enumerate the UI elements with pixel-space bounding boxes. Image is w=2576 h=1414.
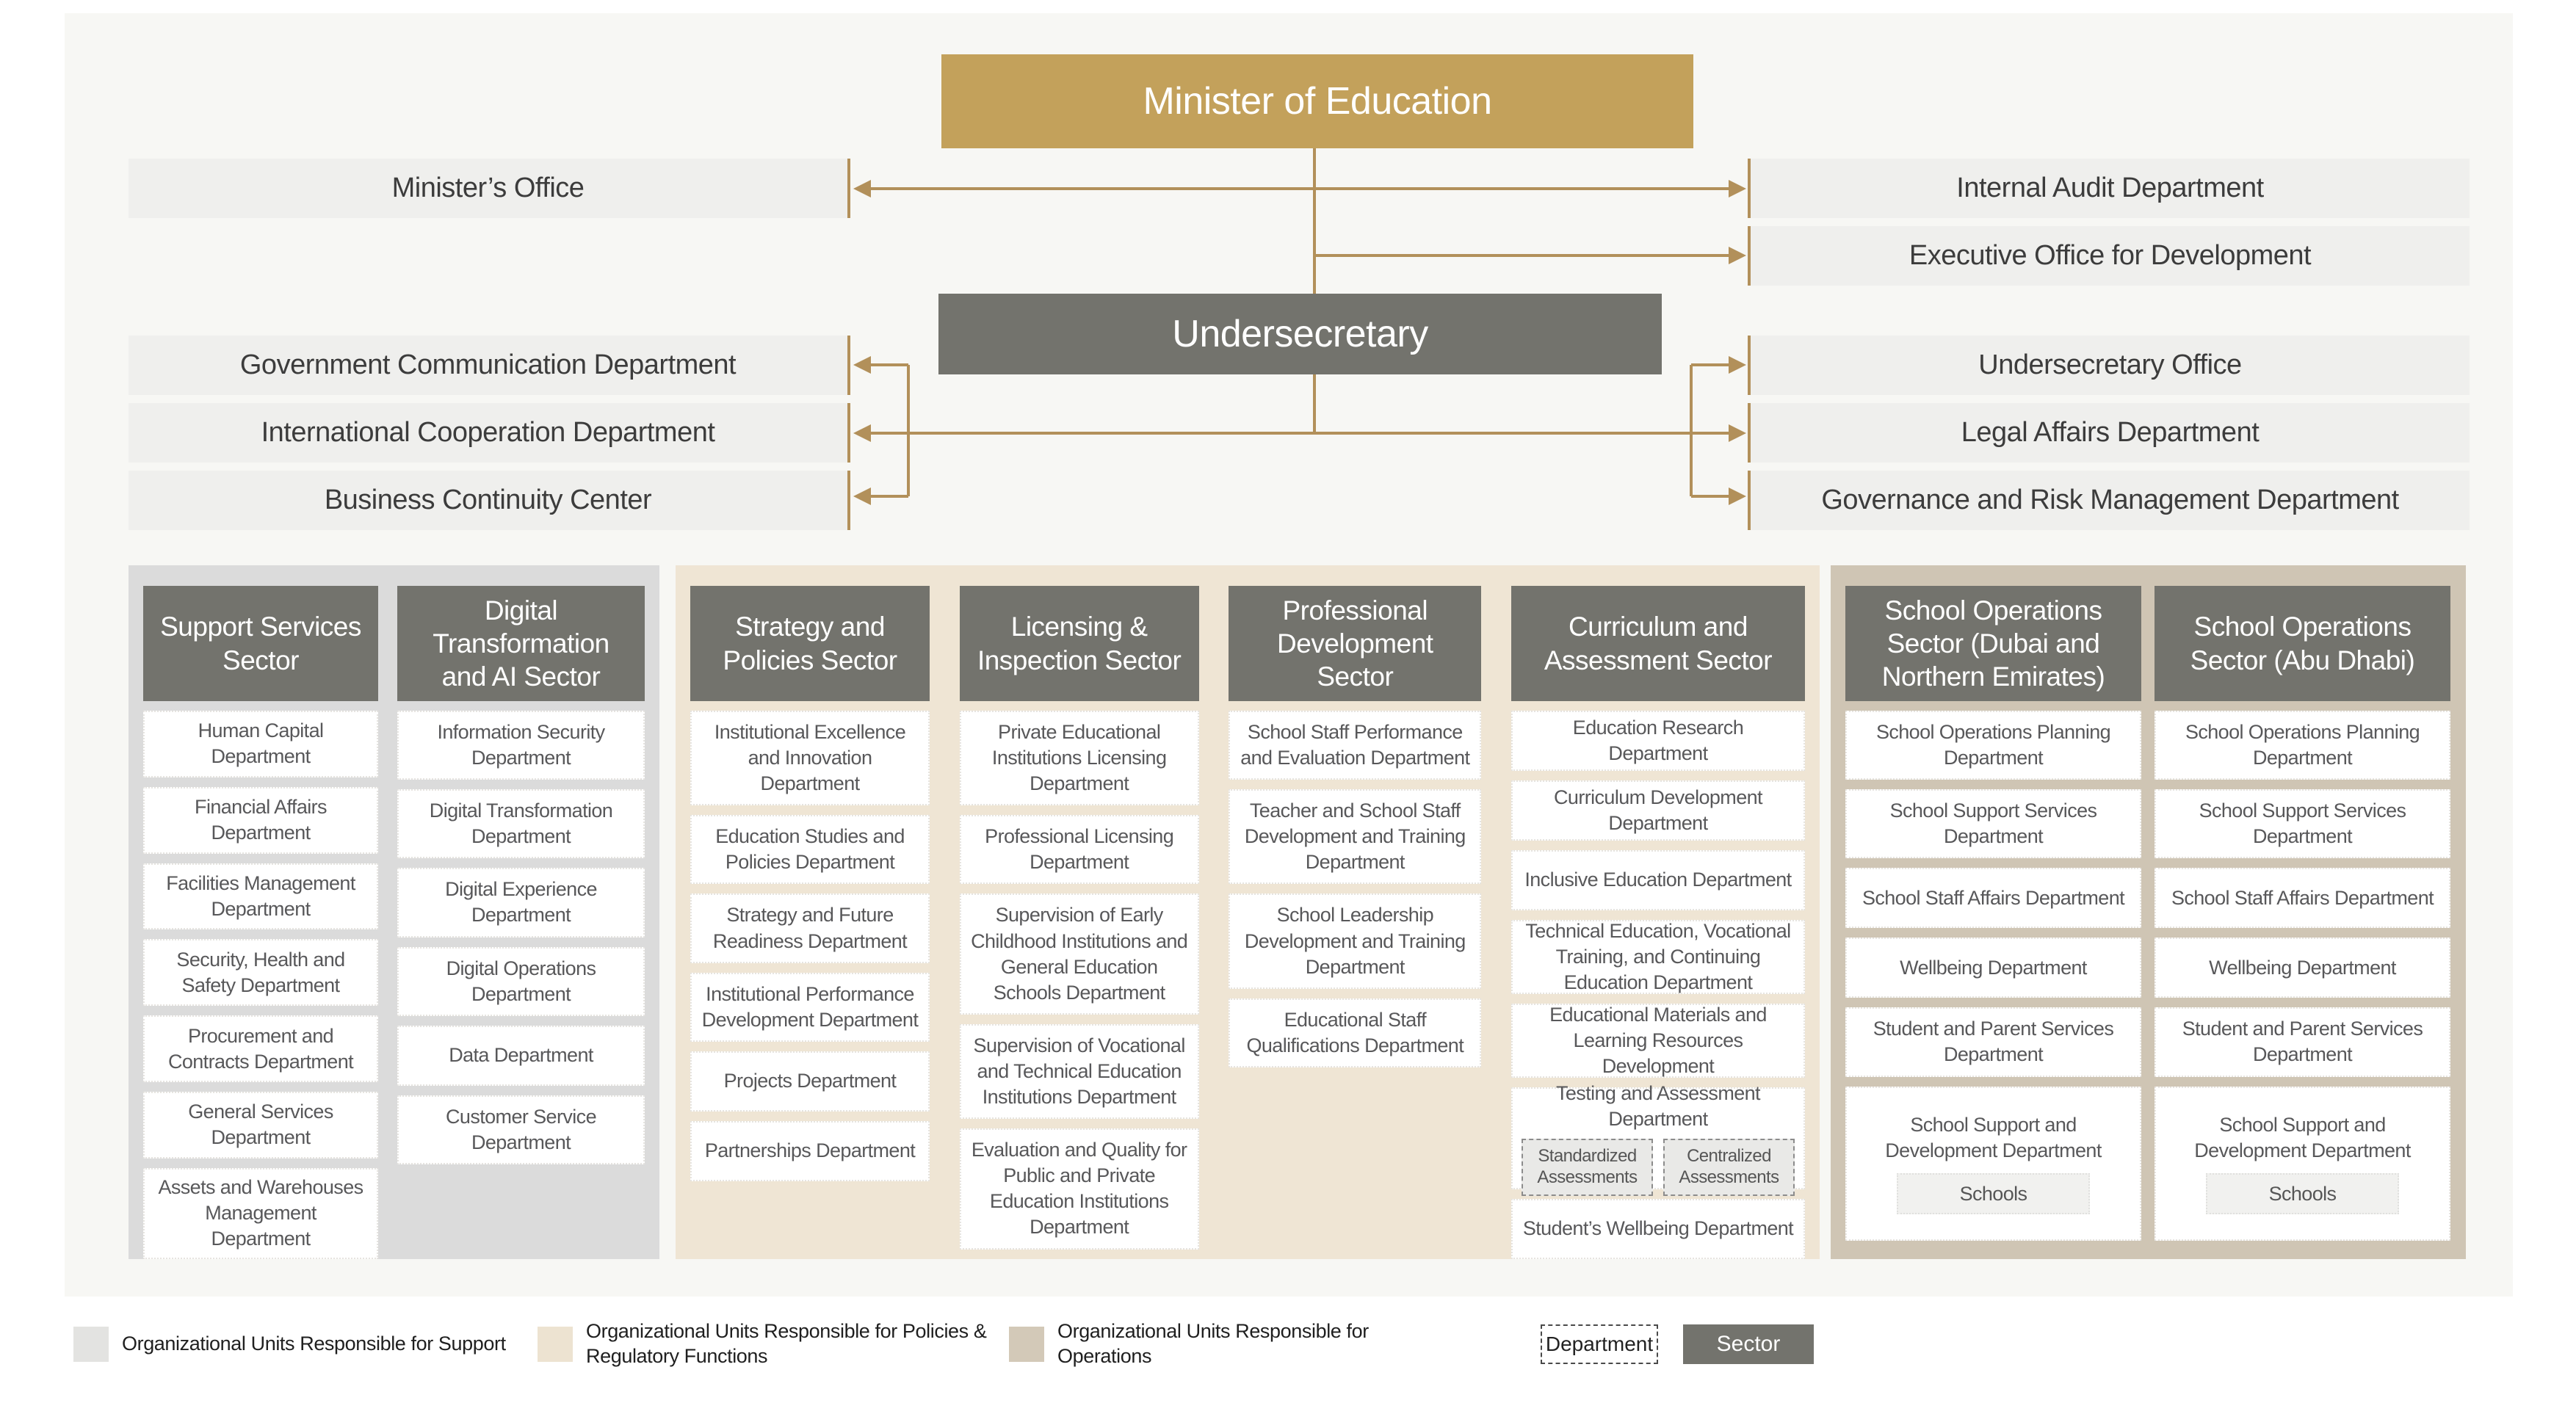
legend-swatch-policies (538, 1327, 573, 1362)
department-label: Supervision of Early Childhood Institutions and General Education Schools Department (971, 904, 1188, 1004)
department-box (690, 815, 930, 884)
department-box (397, 1026, 645, 1086)
department-box (1845, 789, 2141, 858)
legend-label-policies: Organizational Units Responsible for Policies & Regulatory Functions (586, 1320, 987, 1367)
department-box (1511, 1199, 1805, 1259)
sector-header: Curriculum and Assessment Sector (1511, 586, 1805, 701)
department-box (690, 1051, 930, 1112)
department-box (1511, 780, 1805, 841)
department-box (1229, 998, 1481, 1067)
box-label: Internal Audit Department (1956, 173, 2264, 203)
department-box (2154, 711, 2450, 780)
department-label: Educational Materials and Learning Resources Development (1549, 1004, 1767, 1078)
department-box (397, 947, 645, 1016)
department-box (397, 789, 645, 858)
department-label: Teacher and School Staff Development and Training Department (1244, 800, 1466, 874)
box-label: Undersecretary Office (1978, 349, 2242, 380)
minister-label: Minister of Education (1143, 80, 1492, 123)
department-box (1229, 711, 1481, 780)
minister-box (941, 54, 1693, 148)
box-label: Governance and Risk Management Department (1821, 485, 2399, 515)
department-label: Institutional Excellence and Innovation Department (714, 721, 906, 795)
sub-unit-box: Schools (2206, 1173, 2399, 1214)
department-label: Wellbeing Department (2209, 956, 2396, 979)
department-label: Evaluation and Quality for Public and Private Education Institutions Department (971, 1139, 1187, 1239)
sector-column (1511, 586, 1805, 1259)
sector-column (1845, 586, 2141, 1259)
department-box (2154, 938, 2450, 998)
sub-unit-box: Centralized Assessments (1663, 1139, 1795, 1196)
department-box (1845, 1087, 2141, 1241)
department-box (143, 711, 378, 777)
department-box (1845, 868, 2141, 928)
department-label: Projects Department (723, 1070, 897, 1092)
department-box (143, 863, 378, 930)
department-box (1511, 1004, 1805, 1078)
department-label: Private Educational Institutions Licensing Department (991, 721, 1167, 795)
sector-column (690, 586, 930, 1259)
department-box (1845, 711, 2141, 780)
sub-unit-row (1522, 1139, 1795, 1196)
box-label: International Cooperation Department (261, 417, 715, 448)
department-box (1511, 920, 1805, 994)
department-label: Facilities Management Department (166, 871, 355, 920)
department-label: School Staff Affairs Department (2171, 886, 2434, 909)
department-box (2154, 1007, 2450, 1076)
governance-risk-box (1748, 471, 2470, 530)
department-box (960, 1128, 1199, 1249)
department-box (1845, 1007, 2141, 1076)
department-label: School Leadership Development and Training Department (1244, 904, 1466, 978)
government-communication-box (129, 336, 850, 395)
department-label: Educational Staff Qualifications Department (1246, 1008, 1464, 1056)
internal-audit-box (1748, 159, 2470, 218)
department-label: General Services Department (188, 1101, 333, 1149)
legend-label-operations: Organizational Units Responsible for Operations (1057, 1320, 1369, 1367)
department-label: Institutional Performance Development Department (701, 982, 919, 1031)
department-label: Strategy and Future Readiness Department (712, 904, 908, 952)
department-box (2154, 1087, 2450, 1241)
department-label: Testing and Assessment Department (1555, 1082, 1760, 1131)
ministers-office-box (129, 159, 850, 218)
department-label: Digital Operations Department (446, 957, 596, 1005)
box-label: Executive Office for Development (1909, 240, 2312, 271)
sub-unit-box: Standardized Assessments (1522, 1139, 1653, 1196)
department-box (690, 973, 930, 1042)
undersecretary-office-box (1748, 336, 2470, 395)
department-label: Procurement and Contracts Department (167, 1024, 354, 1073)
zone-support-units (129, 565, 659, 1259)
department-label: Financial Affairs Department (195, 796, 327, 844)
sector-header: Licensing & Inspection Sector (960, 586, 1199, 701)
legend-sector-box: Sector (1683, 1324, 1814, 1364)
department-box (1229, 789, 1481, 884)
department-box (690, 711, 930, 805)
sector-column (143, 586, 378, 1259)
department-label: Assets and Warehouses Management Department (158, 1176, 363, 1250)
department-box (960, 815, 1199, 884)
department-box (2154, 868, 2450, 928)
department-label: Partnerships Department (704, 1139, 916, 1162)
legal-affairs-box (1748, 403, 2470, 463)
sub-unit-row (2165, 1173, 2440, 1214)
department-label: Information Security Department (437, 721, 605, 769)
zone-policies-units (676, 565, 1820, 1259)
department-label: School Support and Development Department (1885, 1113, 2102, 1161)
sector-column (2154, 586, 2450, 1259)
department-box (1229, 893, 1481, 988)
legend-swatch-support (73, 1327, 109, 1362)
sector-column (1229, 586, 1481, 1259)
business-continuity-box (129, 471, 850, 530)
department-label: Curriculum Development Department (1554, 786, 1762, 834)
department-label: Customer Service Department (446, 1105, 596, 1153)
international-cooperation-box (129, 403, 850, 463)
sub-unit-row (1856, 1173, 2131, 1214)
department-label: Technical Education, Vocational Training, and Continuing Education Department (1525, 919, 1791, 994)
department-box (690, 1121, 930, 1181)
department-box (143, 1168, 378, 1259)
department-label: Student and Parent Services Department (1873, 1018, 2114, 1066)
department-box (960, 893, 1199, 1014)
department-label: Education Studies and Policies Department (715, 825, 905, 874)
box-label: Business Continuity Center (324, 485, 652, 515)
box-label: Legal Affairs Department (1961, 417, 2260, 448)
department-label: School Operations Planning Department (1875, 721, 2111, 769)
sector-header: Digital Transformation and AI Sector (397, 586, 645, 701)
department-box (1511, 1082, 1805, 1189)
department-box (1511, 711, 1805, 771)
department-label: Education Research Department (1572, 716, 1744, 764)
department-label: School Staff Affairs Department (1862, 886, 2125, 909)
department-label: School Staff Performance and Evaluation Department (1240, 721, 1470, 769)
department-box (1511, 850, 1805, 910)
department-label: Security, Health and Safety Department (176, 948, 345, 996)
sector-header: Professional Development Sector (1229, 586, 1481, 701)
department-box (143, 1092, 378, 1159)
department-box (2154, 789, 2450, 858)
department-label: School Support Services Department (1889, 800, 2097, 848)
department-label: Wellbeing Department (1900, 956, 2087, 979)
undersecretary-box (938, 294, 1662, 374)
executive-office-development-box (1748, 226, 2470, 286)
department-label: Data Department (449, 1044, 593, 1067)
department-box (397, 1095, 645, 1164)
sub-unit-box: Schools (1897, 1173, 2090, 1214)
department-label: Student and Parent Services Department (2182, 1018, 2423, 1066)
legend (73, 1320, 2511, 1379)
box-label: Government Communication Department (239, 349, 737, 380)
department-box (397, 868, 645, 937)
box-label: Minister’s Office (391, 173, 585, 203)
legend-department-box: Department (1541, 1324, 1658, 1364)
zone-operations-units (1831, 565, 2466, 1259)
department-box (690, 893, 930, 962)
department-box (960, 1024, 1199, 1119)
undersecretary-label: Undersecretary (1172, 313, 1428, 355)
sector-header: Strategy and Policies Sector (690, 586, 930, 701)
department-box (143, 787, 378, 854)
legend-label-support: Organizational Units Responsible for Support (122, 1333, 506, 1355)
department-label: Supervision of Vocational and Technical Education Institutions Department (973, 1034, 1185, 1109)
sector-header: School Operations Sector (Dubai and Northern Emirates) (1845, 586, 2141, 701)
department-box (143, 939, 378, 1006)
department-label: School Operations Planning Department (2185, 721, 2420, 769)
department-label: School Support and Development Department (2194, 1113, 2411, 1161)
legend-swatch-operations (1009, 1327, 1044, 1362)
department-label: Professional Licensing Department (985, 825, 1174, 874)
department-box (1845, 938, 2141, 998)
sector-header: School Operations Sector (Abu Dhabi) (2154, 586, 2450, 701)
department-label: Digital Experience Department (445, 878, 597, 927)
sector-column (397, 586, 645, 1259)
department-box (397, 711, 645, 780)
department-label: Inclusive Education Department (1524, 869, 1792, 891)
department-label: School Support Services Department (2199, 800, 2406, 848)
department-label: Student’s Wellbeing Department (1522, 1217, 1794, 1240)
sector-header: Support Services Sector (143, 586, 378, 701)
department-box (143, 1015, 378, 1082)
department-label: Digital Transformation Department (429, 800, 613, 848)
department-label: Human Capital Department (198, 719, 324, 768)
sector-column (960, 586, 1199, 1259)
department-box (960, 711, 1199, 805)
